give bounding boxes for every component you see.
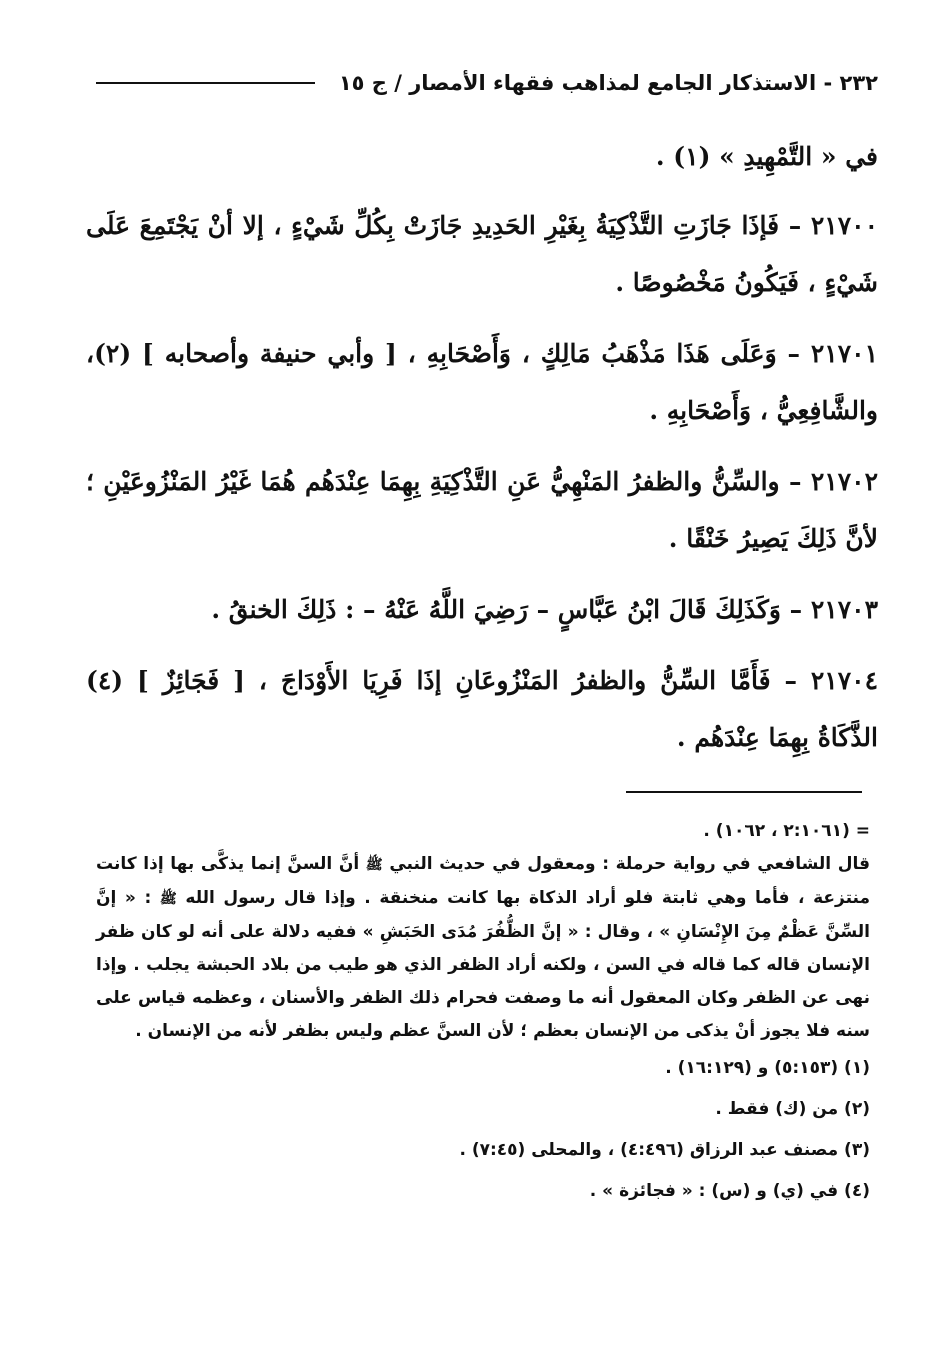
pbuh-glyph: ﷺ — [365, 857, 383, 873]
main-text — [86, 128, 878, 780]
running-header-title: ٢٣٢ - الاستذكار الجامع لمذاهب فقهاء الأمصار / ج ١٥ — [338, 71, 878, 95]
footnote-quote-part: قال الشافعي في رواية حرملة : ومعقول في حديث النبي — [382, 854, 870, 874]
paragraph: في « التَّمْهِيدِ » (١) . — [655, 142, 878, 171]
footnote-continuation: = (٢:١٠٦١ ، ١٠٦٢) . — [703, 821, 870, 841]
pbuh-glyph: ﷺ — [159, 891, 177, 907]
page-header — [96, 66, 878, 100]
footnote: (١) (٥:١٥٣) و (١٦:١٢٩) . — [665, 1058, 870, 1078]
footnotes-area — [96, 815, 870, 1216]
footnote-quote-part: : « إنَّ السِّنَّ عَظْمٌ مِنَ الإِنْسَانِ » ، وقال : « إنَّ الظُّفُرَ مُدَى الحَبَشِ » ففيه دلالة على أنه لو كان ظفر الإنسان قاله كما قاله في السن ، ولكنه أراد الظفر الذي هو طيب من بلاد الحبشة يجلب . وإذا نهى عن الظفر وكان المعقول أنه ما وصفت فحرام ذلك الظفر والأسنان ، وعظمه قياس على سنه فلا يجوز أنْ يذكى من الإنسان بعظم ؛ لأن السنَّ عظم وليس بظفر لأنه من الإنسان . — [96, 888, 870, 1041]
paragraph: ٢١٧٠٣ – وَكَذَلِكَ قَالَ ابْنُ عَبَّاسٍ – رَضِيَ اللَّهُ عَنْهُ – : ذَلِكَ الخنقُ . — [211, 595, 878, 624]
footnote-separator — [626, 791, 862, 793]
paragraph: ٢١٧٠٠ – فَإذَا جَازَتِ التَّذْكِيَةُ بِغَيْرِ الحَدِيدِ جَازَتْ بِكُلِّ شَيْءٍ ، إلا أنْ يَجْتَمِعَ عَلَى شَيْءٍ ، فَيَكُونُ مَخْصُوصًا . — [86, 211, 878, 297]
header-rule — [96, 82, 315, 84]
footnote-list — [96, 1052, 870, 1208]
paragraph: ٢١٧٠٢ – والسِّنُّ والظفرُ المَنْهِيُّ عَنِ التَّذْكِيَةِ بِهِمَا عِنْدَهُم هُمَا غَيْرُ المَنْزُوعَيْنِ ؛ لأنَّ ذَلِكَ يَصِيرُ خَنْقًا . — [86, 467, 878, 553]
footnote-quote — [96, 848, 870, 1048]
footnote-quote-part: أنَّ السنَّ إنما يذكَّى بها إذا كانت منتزعة ، فأما وهي ثابتة فلو أراد الذكاة بها كانت منخنقة . وإذا قال رسول الله — [96, 854, 870, 908]
paragraph: ٢١٧٠٤ – فَأَمَّا السِّنُّ والظفرُ المَنْزُوعَانِ إذَا فَرِيَا الأَوْدَاجَ ، [ فَجَائِزٌ ] (٤) الذَّكَاةُ بِهِمَا عِنْدَهُم . — [86, 666, 878, 752]
footnote: (٢) من (ك) فقط . — [715, 1099, 870, 1119]
footnote: (٣) مصنف عبد الرزاق (٤:٤٩٦) ، والمحلى (٧:٤٥) . — [459, 1140, 870, 1160]
footnote: (٤) في (ي) و (س) : « فجائزة » . — [589, 1181, 870, 1201]
paragraph: ٢١٧٠١ – وَعَلَى هَذَا مَذْهَبُ مَالِكٍ ، وَأَصْحَابِهِ ، [ وأبي حنيفة وأصحابه ] (٢)، والشَّافِعِيُّ ، وَأَصْحَابِهِ . — [86, 339, 878, 425]
